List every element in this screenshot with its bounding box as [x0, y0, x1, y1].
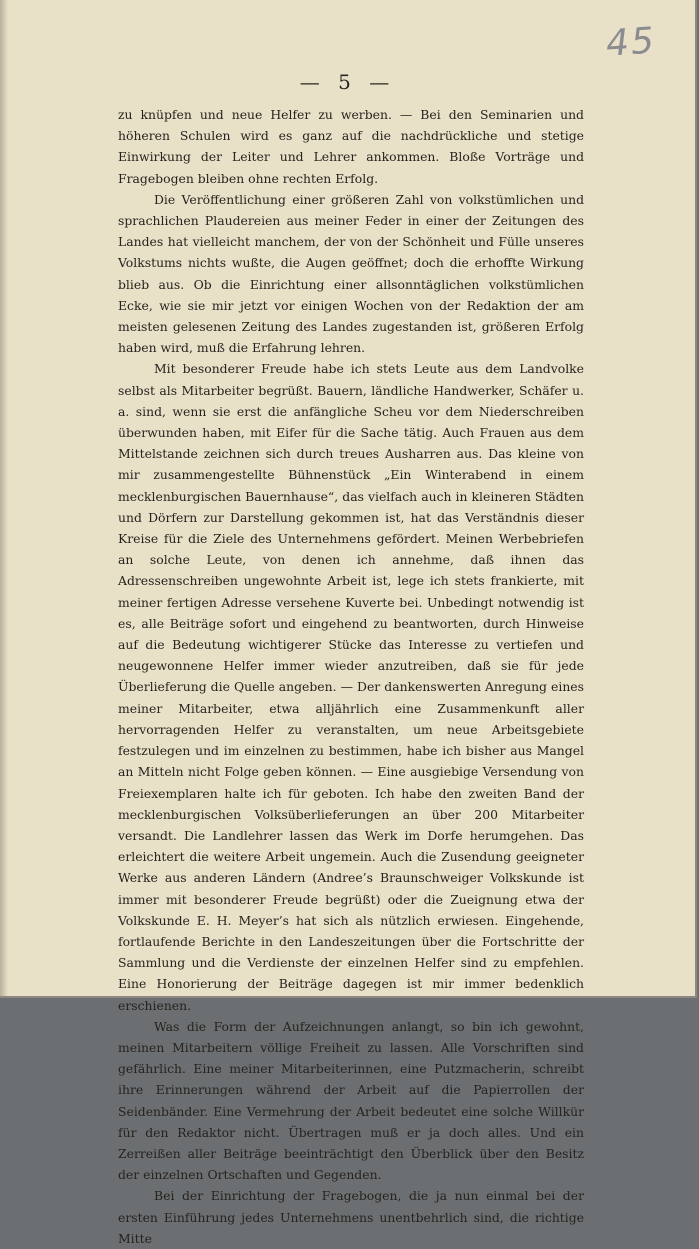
paragraph: Mit besonderer Freude habe ich stets Leute aus dem Landvolke selbst als Mitarbeiter begrüßt. Bauern, ländliche Handwerker, Schäfer u. a. sind, wenn sie erst die anfängliche Scheu vor dem Niederschreiben überwunden haben, mit Eifer für die Sache tätig. Auch Frauen aus dem Mittelstande zeichnen sich durch treues Ausharren aus. Das kleine von mir zusammengestellte Bühnenstück „Ein Winterabend in einem mecklenburgischen Bauernhause“, das vielfach auch in kleineren Städten und Dörfern zur Darstellung gekommen ist, hat das Verständnis dieser Kreise für die Ziele des Unternehmens gefördert. Meinen Werbebriefen an solche Leute, von denen ich annehme, daß ihnen das Adressenschreiben ungewohnte Arbeit ist, lege ich stets frankierte, mit meiner fertigen Adresse versehene Kuverte bei. Unbedingt notwendig ist es, alle Beiträge sofort und eingehend zu beantworten, durch Hinweise auf die Bedeutung wichtigerer Stücke das Interesse zu vertiefen und neugewonnene Helfer immer wieder anzutreiben, daß sie für jede Überlieferung die Quelle angeben. — Der dankenswerten Anregung eines meiner Mitarbeiter, etwa alljährlich eine Zusammenkunft aller hervorragenden Helfer zu veranstalten, um neue Arbeitsgebiete festzulegen und im einzelnen zu bestimmen, habe ich bisher aus Mangel an Mitteln nicht Folge geben können. — Eine ausgiebige Versendung von Freiexemplaren halte ich für geboten. Ich habe den zweiten Band der mecklenburgischen Volksüberlieferungen an über 200 Mitarbeiter versandt. Die Landlehrer lassen das Werk im Dorfe herumgehen. Das erleichtert die weitere Arbeit ungemein. Auch die Zusendung geeigneter Werke aus anderen Ländern (Andree’s Braunschweiger Volkskunde ist immer mit besonderer Freude begrüßt) oder die Zueignung etwa der Volkskunde E. H. Meyer’s hat sich als nützlich erwiesen. Eingehende, fortlaufende Berichte in den Landeszeitungen über die Fortschritte der Sammlung und die Verdienste der einzelnen Helfer sind zu empfehlen. Eine Honorierung der Beiträge dagegen ist mir immer bedenklich erschienen. [118, 361, 584, 1013]
paragraph: Bei der Einrichtung der Fragebogen, die ja nun einmal bei der ersten Einführung jedes Unternehmens unentbehrlich sind, die richtige Mitte [118, 1188, 584, 1246]
paragraph: Was die Form der Aufzeichnungen anlangt, so bin ich gewohnt, meinen Mitarbeitern völlige Freiheit zu lassen. Alle Vorschriften sind gefährlich. Eine meiner Mitarbeiterinnen, eine Putzmacherin, schreibt ihre Erinnerungen während der Arbeit auf die Papierrollen der Seidenbänder. Eine Vermehrung der Arbeit bedeutet eine solche Willkür für den Redaktor nicht. Übertragen muß er ja doch alles. Und ein Zerreißen aller Beiträge beeinträchtigt den Überblick über den Besitz der einzelnen Ortschaften und Gegenden. [118, 1018, 584, 1183]
paragraph: zu knüpfen und neue Helfer zu werben. — Bei den Seminarien und höheren Schulen wird es ganz auf die nachdrückliche und stetige Einwirkung der Leiter und Lehrer ankommen. Bloße Vorträge und Fragebogen bleiben ohne rechten Erfolg. [118, 107, 584, 186]
page-binding-edge [0, 0, 8, 996]
body-text [118, 104, 584, 1249]
handwritten-annotation: 45 [604, 20, 658, 65]
page-number: — 5 — [299, 70, 396, 94]
paragraph: Die Veröffentlichung einer größeren Zahl von volkstümlichen und sprachlichen Plaudereien aus meiner Feder in einer der Zeitungen des Landes hat vielleicht manchem, der von der Schönheit und Fülle unseres Volkstums nichts wußte, die Augen geöffnet; doch die erhoffte Wirkung blieb aus. Ob die Einrichtung einer allsonntäglichen volkstümlichen Ecke, wie sie mir jetzt vor einigen Wochen von der Redaktion der am meisten gelesenen Zeitung des Landes zugestanden ist, größeren Erfolg haben wird, muß die Erfahrung lehren. [118, 191, 584, 356]
